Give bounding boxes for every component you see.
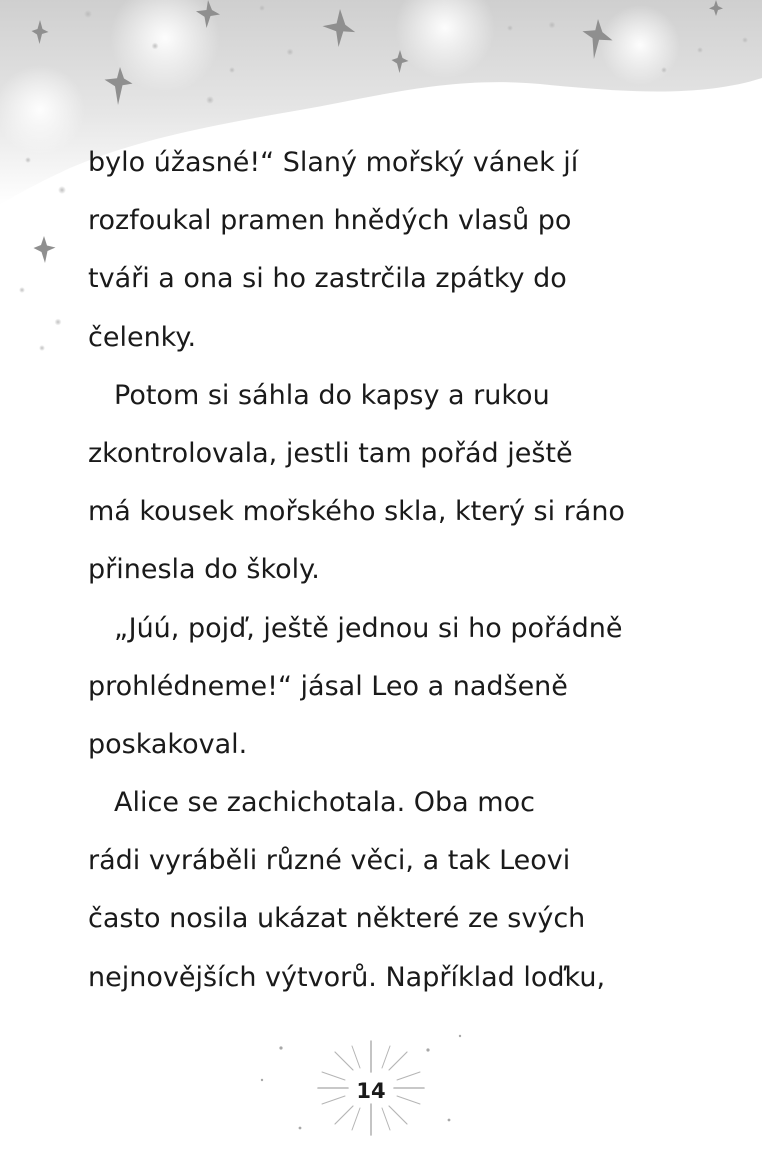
story-text (88, 134, 708, 1007)
sparkle-dot (25, 157, 31, 163)
sparkle-dot (58, 186, 66, 194)
text-line: poskakoval. (88, 728, 248, 760)
sparkle-dot (299, 1127, 302, 1130)
text-line: prohlédneme!“ jásal Leo a nadšeně (88, 670, 568, 702)
sparkle-dot (697, 47, 703, 53)
text-line: často nosila ukázat některé ze svých (88, 903, 586, 935)
sparkle-dot (261, 1079, 263, 1081)
star-icon (34, 236, 56, 263)
sparkle-dot (507, 25, 513, 31)
text-line: nejnovějších výtvorů. Například loďku, (88, 961, 606, 993)
glow-spot (600, 5, 680, 85)
sparkle-dot (279, 1046, 282, 1049)
sparkle-dot (152, 43, 159, 50)
text-line: má kousek mořského skla, který si ráno (88, 496, 625, 528)
sparkle-dot (661, 67, 667, 73)
text-line: Potom si sáhla do kapsy a rukou (114, 379, 550, 411)
sparkle-dot (39, 345, 45, 351)
sparkle-dot (549, 22, 556, 29)
sparkle-dot (426, 1048, 429, 1051)
text-line: čelenky. (88, 321, 197, 353)
sparkle-dot (459, 1035, 461, 1037)
sparkle-dot (742, 37, 748, 43)
page-number: 14 (356, 1079, 386, 1103)
sparkle-dot (84, 10, 92, 18)
sparkle-dot (259, 5, 265, 11)
text-line: zkontrolovala, jestli tam pořád ještě (88, 437, 573, 469)
sparkle-dot (55, 319, 62, 326)
text-line: „Júú, pojď, ještě jednou si ho pořádně (114, 612, 623, 644)
sparkle-dot (287, 49, 294, 56)
text-line: bylo úžasné!“ Slaný mořský vánek jí (88, 147, 579, 178)
sparkle-dot (448, 1119, 451, 1122)
text-line: rozfoukal pramen hnědých vlasů po (88, 205, 572, 237)
sparkle-dot (229, 67, 235, 73)
text-line: Alice se zachichotala. Oba moc (114, 787, 535, 819)
text-line: rádi vyráběli různé věci, a tak Leovi (88, 845, 571, 877)
text-line: přinesla do školy. (88, 554, 320, 586)
sparkle-dot (206, 96, 214, 104)
sparkle-dot (19, 287, 25, 293)
text-line: tváři a ona si ho zastrčila zpátky do (88, 263, 567, 295)
